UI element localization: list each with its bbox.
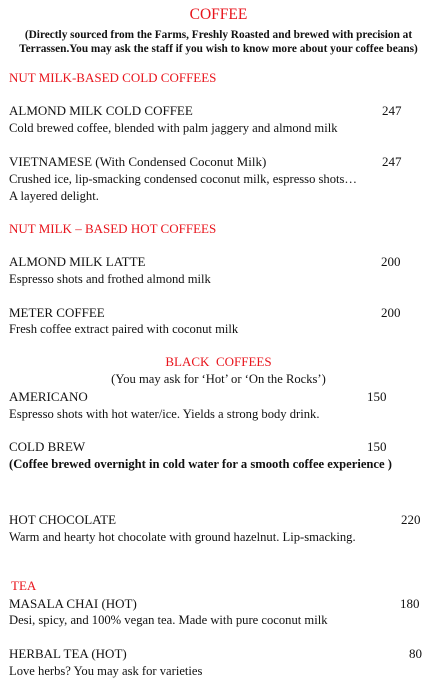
item-price-herbal-tea: 80 — [409, 646, 422, 661]
item-desc-vietnamese-line2: A layered delight. — [9, 189, 99, 203]
item-desc-herbal-tea: Love herbs? You may ask for varieties — [9, 664, 203, 678]
item-name-americano: AMERICANO — [9, 389, 88, 404]
item-desc-vietnamese-line1: Crushed ice, lip-smacking condensed coconut milk, espresso shots… — [9, 172, 358, 186]
item-name-cold-brew: COLD BREW — [9, 439, 86, 454]
item-name-hot-chocolate: HOT CHOCOLATE — [9, 512, 117, 527]
section-black-coffees: BLACK COFFEES — [165, 354, 272, 369]
intro-line-1: (Directly sourced from the Farms, Freshly Roasted and brewed with precision at — [24, 29, 413, 41]
item-name-meter-coffee: METER COFFEE — [9, 305, 105, 320]
item-price-vietnamese: 247 — [382, 154, 402, 169]
item-price-meter-coffee: 200 — [381, 305, 401, 320]
item-name-vietnamese: VIETNAMESE (With Condensed Coconut Milk) — [9, 154, 267, 169]
item-price-masala-chai: 180 — [400, 596, 420, 611]
item-name-almond-cold: ALMOND MILK COLD COFFEE — [9, 103, 193, 118]
item-price-almond-latte: 200 — [381, 254, 401, 269]
item-desc-hot-chocolate: Warm and hearty hot chocolate with ground hazelnut. Lip-smacking. — [9, 530, 356, 544]
item-name-almond-latte: ALMOND MILK LATTE — [9, 254, 146, 269]
item-price-americano: 150 — [367, 389, 387, 404]
black-coffees-note: (You may ask for ‘Hot’ or ‘On the Rocks’) — [111, 372, 326, 386]
item-price-almond-cold: 247 — [382, 103, 402, 118]
item-price-cold-brew: 150 — [367, 439, 387, 454]
section-nut-milk-hot: NUT MILK – BASED HOT COFFEES — [9, 221, 217, 236]
item-price-hot-chocolate: 220 — [401, 512, 421, 527]
item-desc-almond-cold: Cold brewed coffee, blended with palm jaggery and almond milk — [9, 121, 338, 135]
item-desc-almond-latte: Espresso shots and frothed almond milk — [9, 272, 211, 286]
item-desc-cold-brew: (Coffee brewed overnight in cold water for a smooth coffee experience ) — [9, 457, 392, 471]
item-desc-americano: Espresso shots with hot water/ice. Yields a strong body drink. — [9, 407, 320, 421]
section-tea: TEA — [11, 578, 37, 593]
menu-title: COFFEE — [189, 6, 248, 23]
item-name-masala-chai: MASALA CHAI (HOT) — [9, 596, 137, 611]
item-name-herbal-tea: HERBAL TEA (HOT) — [9, 646, 127, 661]
section-nut-milk-cold: NUT MILK-BASED COLD COFFEES — [9, 70, 217, 85]
item-desc-meter-coffee: Fresh coffee extract paired with coconut milk — [9, 322, 239, 336]
intro-line-2: Terrassen.You may ask the staff if you wish to know more about your coffee beans) — [19, 43, 418, 55]
item-desc-masala-chai: Desi, spicy, and 100% vegan tea. Made with pure coconut milk — [9, 613, 328, 627]
